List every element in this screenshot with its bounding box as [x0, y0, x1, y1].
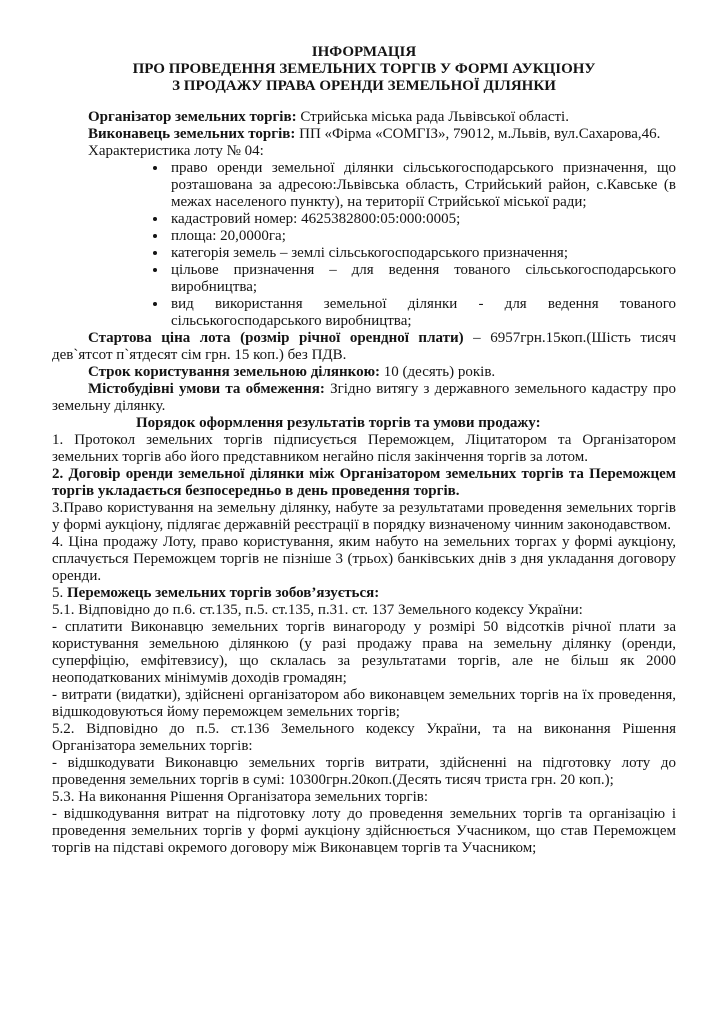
- procedure-item-4: 4. Ціна продажу Лоту, право користування, яким набуто на земельних торгах у формі аукціону, сплачується Переможцем торгів не пізніше 3 (трьох) банківських днів з дня укладання договору оренди.: [52, 534, 676, 584]
- procedure-item-3: 3.Право користування на земельну ділянку, набуте за результатами проведення земельних торгів у формі аукціону, підлягає державній реєстрації в порядку визначеному чинним законодавством.: [52, 500, 676, 533]
- lease-term-label: Строк користування земельною ділянкою:: [88, 364, 381, 380]
- procedure-item-5-2: 5.2. Відповідно до п.5. ст.136 Земельного кодексу України, та на виконання Рішення Організатора земельних торгів:: [52, 721, 676, 754]
- executor-label: Виконавець земельних торгів:: [88, 126, 296, 142]
- procedure-item-1: 1. Протокол земельних торгів підписується Переможцем, Ліцитатором та Організатором земельних торгів або його представником негайно після закінчення торгів за лотом.: [52, 432, 676, 465]
- lot-bullet-cadastral-number: • кадастровий номер: 4625382800:05:000:0005;: [168, 211, 676, 228]
- procedure-item-5-1: 5.1. Відповідно до п.6. ст.135, п.5. ст.135, п.31. ст. 137 Земельного кодексу України:: [52, 602, 583, 618]
- procedure-item-5-3: 5.3. На виконання Рішення Організатора земельних торгів:: [52, 789, 429, 805]
- title-line-1: ІНФОРМАЦІЯ: [311, 44, 417, 60]
- planning-conditions-label: Містобудівні умови та обмеження:: [88, 381, 325, 397]
- organizer-label: Організатор земельних торгів:: [88, 109, 297, 125]
- executor-paragraph: [52, 126, 676, 143]
- start-price-value: – 6957грн.15коп.(Шість тисяч дев`ятсот п`ятдесят сім грн. 15 коп.) без ПДВ.: [52, 330, 677, 363]
- lot-characteristics-list: [52, 160, 676, 330]
- title-line-2: ПРО ПРОВЕДЕННЯ ЗЕМЕЛЬНИХ ТОРГІВ У ФОРМІ АУКЦІОНУ: [132, 61, 596, 77]
- organizer-value: Стрийська міська рада Львівської області.: [296, 109, 569, 125]
- lot-bullet-land-category: • категорія земель – землі сільськогосподарського призначення;: [168, 245, 676, 262]
- lot-bullet-use-type: • вид використання земельної ділянки - для ведення тованого сільськогосподарського виробництва;: [168, 296, 676, 330]
- procedure-item-5-text: Переможець земельних торгів зобов’язується:: [67, 585, 380, 601]
- procedure-item-5: [52, 585, 676, 602]
- lot-characteristics-heading: Характеристика лоту № 04:: [88, 143, 264, 159]
- planning-conditions-paragraph: [52, 381, 676, 415]
- lot-bullet-right-of-lease: • право оренди земельної ділянки сільськогосподарського призначення, що розташована за адресою:Львівська область, Стрийський район, с.Кавське (в межах населеного пункту), на території Стрийської міської ради;: [168, 160, 676, 211]
- title-line-3: З ПРОДАЖУ ПРАВА ОРЕНДИ ЗЕМЕЛЬНОЇ ДІЛЯНКИ: [172, 78, 556, 94]
- lease-term-paragraph: [52, 364, 676, 381]
- procedure-item-5-2-dash-reimburse: - відшкодувати Виконавцю земельних торгів витрати, здійсненні на підготовку лоту до проведення земельних торгів в сумі: 10300грн.20коп.(Десять тисяч триста грн. 20 коп.);: [52, 755, 676, 788]
- start-price-paragraph: [52, 330, 676, 364]
- procedure-item-5-1-dash-pay-fee: - сплатити Виконавцю земельних торгів винагороду у розмірі 50 відсотків річної плати за користування земельною ділянкою (у разі продажу права на земельну ділянку (оренди, суперфіцію, емфітевзису), що склалась за результатами торгів, але не більш як 2000 неоподаткованих мінімумів доходів громадян;: [52, 619, 676, 686]
- planning-conditions-value: Згідно витягу з державного земельного кадастру про земельну ділянку.: [52, 381, 676, 414]
- executor-value: ПП «Фірма «СОМГІЗ», 79012, м.Львів, вул.Сахарова,46.: [295, 126, 661, 142]
- lease-term-value: 10 (десять) років.: [380, 364, 496, 380]
- procedure-item-5-number: 5.: [52, 585, 67, 601]
- lot-bullet-area: • площа: 20,0000га;: [168, 228, 676, 245]
- lot-bullet-designated-purpose: • цільове призначення – для ведення тованого сільськогосподарського виробництва;: [168, 262, 676, 296]
- start-price-label: Стартова ціна лота (розмір річної орендної плати): [88, 330, 464, 346]
- organizer-paragraph: [52, 109, 676, 126]
- document-title: [52, 44, 676, 95]
- procedure-item-5-1-dash-expenses: - витрати (видатки), здійснені організатором або виконавцем земельних торгів на їх проведення, відшкодовуються йому переможцем земельних торгів;: [52, 687, 676, 720]
- procedure-item-5-3-dash-reimbursement: - відшкодування витрат на підготовку лоту до проведення земельних торгів та організацію і проведення земельних торгів у формі аукціону здійснюється Учасником, що став Переможцем торгів на підставі окремого договору між Виконавцем торгів та Учасником;: [52, 806, 676, 856]
- procedure-heading: Порядок оформлення результатів торгів та умови продажу:: [136, 415, 541, 431]
- procedure-item-2: 2. Договір оренди земельної ділянки між Організатором земельних торгів та Переможцем торгів укладається безпосередньо в день проведення торгів.: [52, 466, 676, 499]
